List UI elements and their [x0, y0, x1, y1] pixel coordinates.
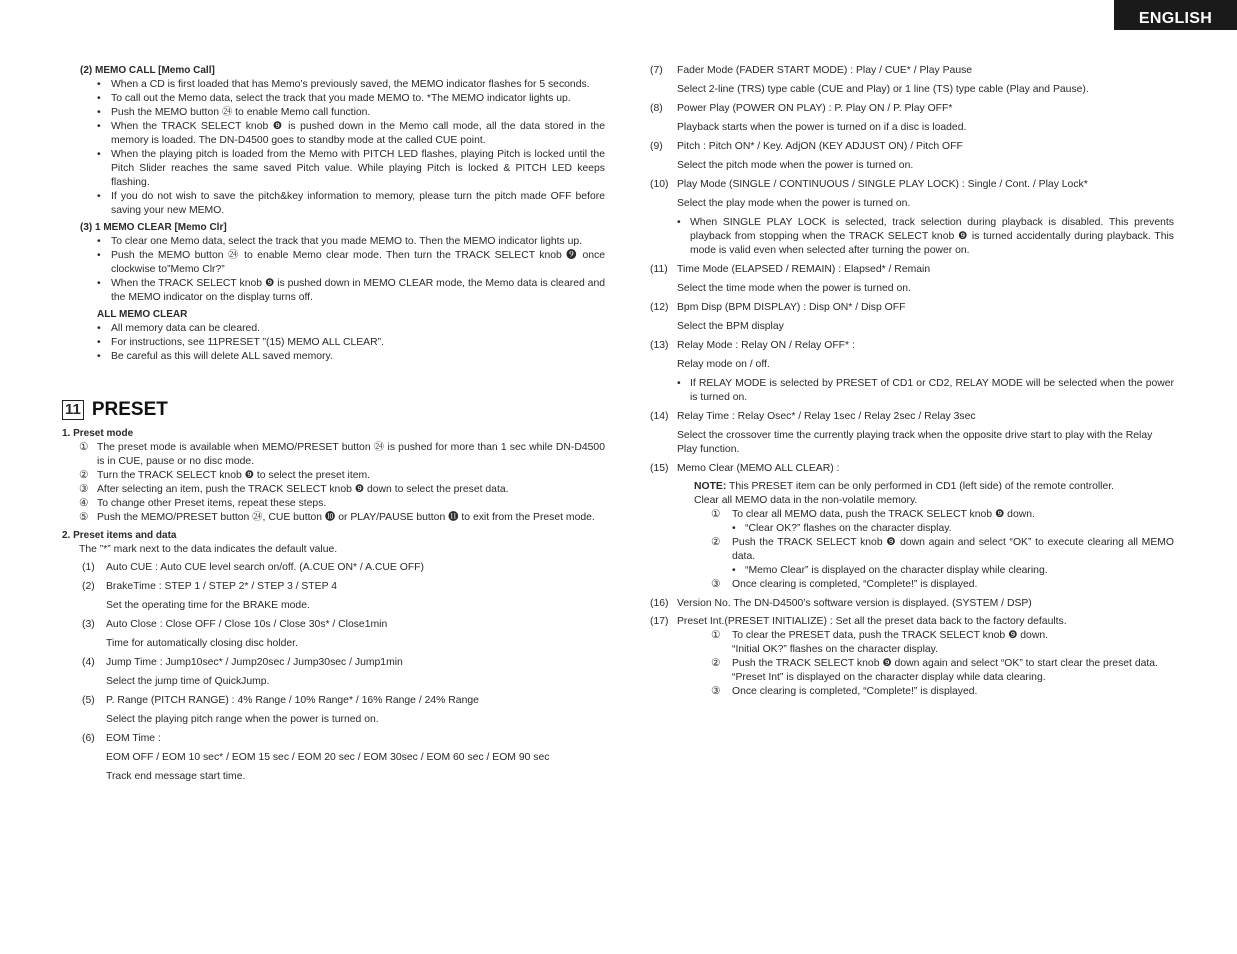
preset-item: [650, 64, 1174, 97]
preset-item-17: (17) Preset Int.(PRESET INITIALIZE) : Set all the preset data back to the factory defaults. ① To clear the PRESET data, push the TRACK SELECT knob ❾ down. “Initial OK?” flashes on the character display. ② Push the TRACK SELECT knob ❾ down again and select “OK” to start clear the preset data. “Preset Int” is displayed on the character display while data clearing. ③ Once clearing is completed, “Complete!” is displayed.: [650, 616, 1158, 697]
item-description: Select the playing pitch range when the power is turned on.: [106, 714, 379, 725]
memo-clear-item: [62, 249, 605, 277]
memo-call-item: [62, 190, 605, 218]
preset-items-left: [62, 561, 605, 784]
item-number: (8): [650, 103, 663, 114]
bullet-marker: •: [97, 250, 101, 261]
preset-section-heading: [62, 400, 605, 420]
item-bullet: • When SINGLE PLAY LOCK is selected, track selection during playback is disabled. This prevents playback from stopping when the TRACK SELECT knob ❾ is turned accidentally during playback. This mode is valid even when selected after turning the power on.: [677, 217, 1174, 256]
bullet-marker: •: [97, 278, 101, 289]
item-description: Set the operating time for the BRAKE mode.: [106, 600, 310, 611]
item-description: Select 2-line (TRS) type cable (CUE and Play) or 1 line (TS) type cable (Play and Pause).: [677, 84, 1089, 95]
memo-call-item: [62, 78, 605, 92]
memo-call-item: [62, 120, 605, 148]
bullet-marker: •: [97, 107, 101, 118]
step-text: After selecting an item, push the TRACK SELECT knob ❾ down to select the preset data.: [97, 484, 509, 495]
bullet-text: When the playing pitch is loaded from the Memo with PITCH LED flashes, playing Pitch is locked until the Pitch Slider reaches the same saved Pitch value. While playing Pitch is locked & PITCH LED keeps flashing.: [111, 149, 605, 188]
bullet-marker: •: [97, 191, 101, 202]
item-description: Relay mode on / off.: [677, 359, 770, 370]
item-description: Select the crossover time the currently playing track when the opposite drive start to play with the Relay Play function.: [677, 430, 1153, 455]
preset-item: [62, 656, 605, 689]
item-number: (11): [650, 264, 668, 275]
item-heading: Pitch : Pitch ON* / Key. AdjON (KEY ADJUST ON) / Pitch OFF: [677, 141, 963, 152]
memo-call-heading: (2) MEMO CALL [Memo Call]: [80, 65, 215, 76]
preset-item: [62, 618, 605, 651]
preset-item: [650, 178, 1174, 258]
item-heading: Fader Mode (FADER START MODE) : Play / CUE* / Play Pause: [677, 65, 973, 76]
bullet-marker: •: [97, 149, 101, 160]
preset-item: [62, 580, 605, 613]
bullet-marker: •: [97, 79, 101, 90]
item-description: Select the time mode when the power is turned on.: [677, 283, 911, 294]
bullet-text: When the TRACK SELECT knob ❾ is pushed down in MEMO CLEAR mode, the Memo data is cleared and the MEMO indicator on the display turns off.: [111, 278, 605, 303]
step-number: ③: [79, 484, 89, 495]
preset-item: [62, 694, 605, 727]
bullet-text: For instructions, see 11PRESET ”(15) MEMO ALL CLEAR”.: [111, 337, 384, 348]
preset-item: [650, 339, 1174, 405]
bullet-marker: •: [97, 93, 101, 104]
memo-clear-heading: (3) 1 MEMO CLEAR [Memo Clr]: [80, 222, 227, 233]
section-number: 11: [62, 400, 84, 420]
preset-items-intro: The ”*” mark next to the data indicates the default value.: [79, 544, 338, 555]
item-number: (6): [82, 733, 95, 744]
item-description: Track end message start time.: [106, 771, 246, 782]
bullet-marker: •: [97, 121, 101, 132]
bullet-marker: •: [97, 351, 101, 362]
item-number: (13): [650, 340, 669, 351]
item-description: Time for automatically closing disc holder.: [106, 638, 298, 649]
step-text: To change other Preset items, repeat these steps.: [97, 498, 327, 509]
item-description: Playback starts when the power is turned on if a disc is loaded.: [677, 122, 967, 133]
step-text: The preset mode is available when MEMO/PRESET button ㉔ is pushed for more than 1 sec while DN-D4500 is in CUE, pause or no disc mode.: [97, 442, 605, 467]
item-number: (3): [82, 619, 95, 630]
item-number: (14): [650, 411, 669, 422]
bullet-marker: •: [97, 236, 101, 247]
bullet-text: Push the MEMO button ㉔ to enable Memo call function.: [111, 107, 371, 118]
all-memo-clear-item: [62, 322, 605, 336]
left-column: [62, 64, 605, 789]
preset-item-15: (15) Memo Clear (MEMO ALL CLEAR) : NOTE: This PRESET item can be only performed in CD1 (left side) of the remote controller. Clear all MEMO data in the non-volatile memory. ① To clear all MEMO data, push the TRACK SELECT knob ❾ down. • “Clear OK?” flashes on the character display. ② Push the TRACK SELECT knob ❾ down again and select “OK” to execute clearing all MEMO data. • “Memo Clear” is displayed on the character display while clearing. ③ Once clearing is completed, “Complete!” is displayed.: [650, 463, 1174, 590]
item-number: (2): [82, 581, 95, 592]
preset-items-heading: 2. Preset items and data: [62, 530, 177, 541]
memo-clear-item: [62, 235, 605, 249]
memo-call-item: [62, 106, 605, 120]
item-number: (10): [650, 179, 669, 190]
step-number: ⑤: [79, 512, 89, 523]
bullet-text: Push the MEMO button ㉔ to enable Memo clear mode. Then turn the TRACK SELECT knob ❾ once clockwise to”Memo Clr?”: [111, 250, 605, 275]
preset-item: [650, 140, 1174, 173]
step-text: Push the MEMO/PRESET button ㉔, CUE button ❿ or PLAY/PAUSE button ⓫ to exit from the Preset mode.: [97, 512, 595, 523]
bullet-text: To clear one Memo data, select the track that you made MEMO to. Then the MEMO indicator lights up.: [111, 236, 583, 247]
item-heading: Relay Mode : Relay ON / Relay OFF* :: [677, 340, 855, 351]
preset-mode-step: [62, 483, 605, 497]
preset-item: [650, 263, 1174, 296]
item-heading: P. Range (PITCH RANGE) : 4% Range / 10% Range* / 16% Range / 24% Range: [106, 695, 479, 706]
preset-item: [650, 410, 1174, 457]
preset-item: [62, 561, 605, 575]
item-heading: Relay Time : Relay Osec* / Relay 1sec / Relay 2sec / Relay 3sec: [677, 411, 976, 422]
right-column: [650, 64, 1174, 699]
item-description: Select the play mode when the power is turned on.: [677, 198, 911, 209]
preset-mode-step: [62, 497, 605, 511]
all-memo-clear-list: [62, 322, 605, 364]
item-heading: Time Mode (ELAPSED / REMAIN) : Elapsed* / Remain: [677, 264, 931, 275]
all-memo-clear-item: [62, 336, 605, 350]
item-number: (12): [650, 302, 669, 313]
preset-item-16: (16) Version No. The DN-D4500’s software version is displayed. (SYSTEM / DSP): [650, 598, 1032, 609]
item-heading: EOM Time :: [106, 733, 161, 744]
item-heading: Auto CUE : Auto CUE level search on/off. (A.CUE ON* / A.CUE OFF): [106, 562, 424, 573]
preset-mode-step: [62, 441, 605, 469]
item-bullet: • If RELAY MODE is selected by PRESET of CD1 or CD2, RELAY MODE will be selected when the power is turned on.: [677, 378, 1174, 403]
bullet-text: Be careful as this will delete ALL saved memory.: [111, 351, 333, 362]
memo-call-item: [62, 148, 605, 190]
preset-items-right: [650, 64, 1174, 457]
item-description: Select the BPM display: [677, 321, 784, 332]
step-number: ④: [79, 498, 89, 509]
bullet-text: To call out the Memo data, select the track that you made MEMO to. *The MEMO indicator lights up.: [111, 93, 571, 104]
preset-mode-heading: 1. Preset mode: [62, 428, 134, 439]
preset-item: [650, 301, 1174, 334]
section-title: PRESET: [91, 399, 168, 420]
item-description: Select the jump time of QuickJump.: [106, 676, 270, 687]
bullet-text: If you do not wish to save the pitch&key information to memory, please turn the pitch made OFF before saving your new MEMO.: [111, 191, 605, 216]
memo-clear-item: [62, 277, 605, 305]
bullet-text: When a CD is first loaded that has Memo’s previously saved, the MEMO indicator flashes for 5 seconds.: [111, 79, 590, 90]
preset-mode-step: [62, 511, 605, 525]
item-heading: Jump Time : Jump10sec* / Jump20sec / Jump30sec / Jump1min: [106, 657, 403, 668]
item-description: Select the pitch mode when the power is turned on.: [677, 160, 914, 171]
step-text: Turn the TRACK SELECT knob ❾ to select the preset item.: [97, 470, 371, 481]
item-number: (5): [82, 695, 95, 706]
bullet-text: All memory data can be cleared.: [111, 323, 261, 334]
item-heading: BrakeTime : STEP 1 / STEP 2* / STEP 3 / STEP 4: [106, 581, 337, 592]
item-number: (4): [82, 657, 95, 668]
step-number: ①: [79, 442, 89, 453]
step-number: ②: [79, 470, 89, 481]
all-memo-clear-heading: ALL MEMO CLEAR: [97, 309, 188, 320]
bullet-marker: •: [97, 323, 101, 334]
preset-mode-steps: [62, 441, 605, 525]
bullet-text: When the TRACK SELECT knob ❾ is pushed down in the Memo call mode, all the data stored in the memory is loaded. The DN-D4500 goes to standby mode at the called CUE point.: [111, 121, 605, 146]
preset-item: [650, 102, 1174, 135]
memo-call-item: [62, 92, 605, 106]
item-number: (9): [650, 141, 663, 152]
item-number: (1): [82, 562, 95, 573]
memo-call-list: [62, 78, 605, 218]
item-number: (7): [650, 65, 663, 76]
all-memo-clear-item: [62, 350, 605, 364]
item-heading: Power Play (POWER ON PLAY) : P. Play ON / P. Play OFF*: [677, 103, 953, 114]
item-heading: Auto Close : Close OFF / Close 10s / Close 30s* / Close1min: [106, 619, 388, 630]
language-tab: ENGLISH: [1114, 0, 1237, 30]
memo-clear-list: [62, 235, 605, 305]
preset-mode-step: [62, 469, 605, 483]
item-heading: Play Mode (SINGLE / CONTINUOUS / SINGLE PLAY LOCK) : Single / Cont. / Play Lock*: [677, 179, 1088, 190]
item-heading: Bpm Disp (BPM DISPLAY) : Disp ON* / Disp OFF: [677, 302, 906, 313]
bullet-marker: •: [97, 337, 101, 348]
preset-item: [62, 732, 605, 784]
item-description: EOM OFF / EOM 10 sec* / EOM 15 sec / EOM 20 sec / EOM 30sec / EOM 60 sec / EOM 90 sec: [106, 752, 550, 763]
